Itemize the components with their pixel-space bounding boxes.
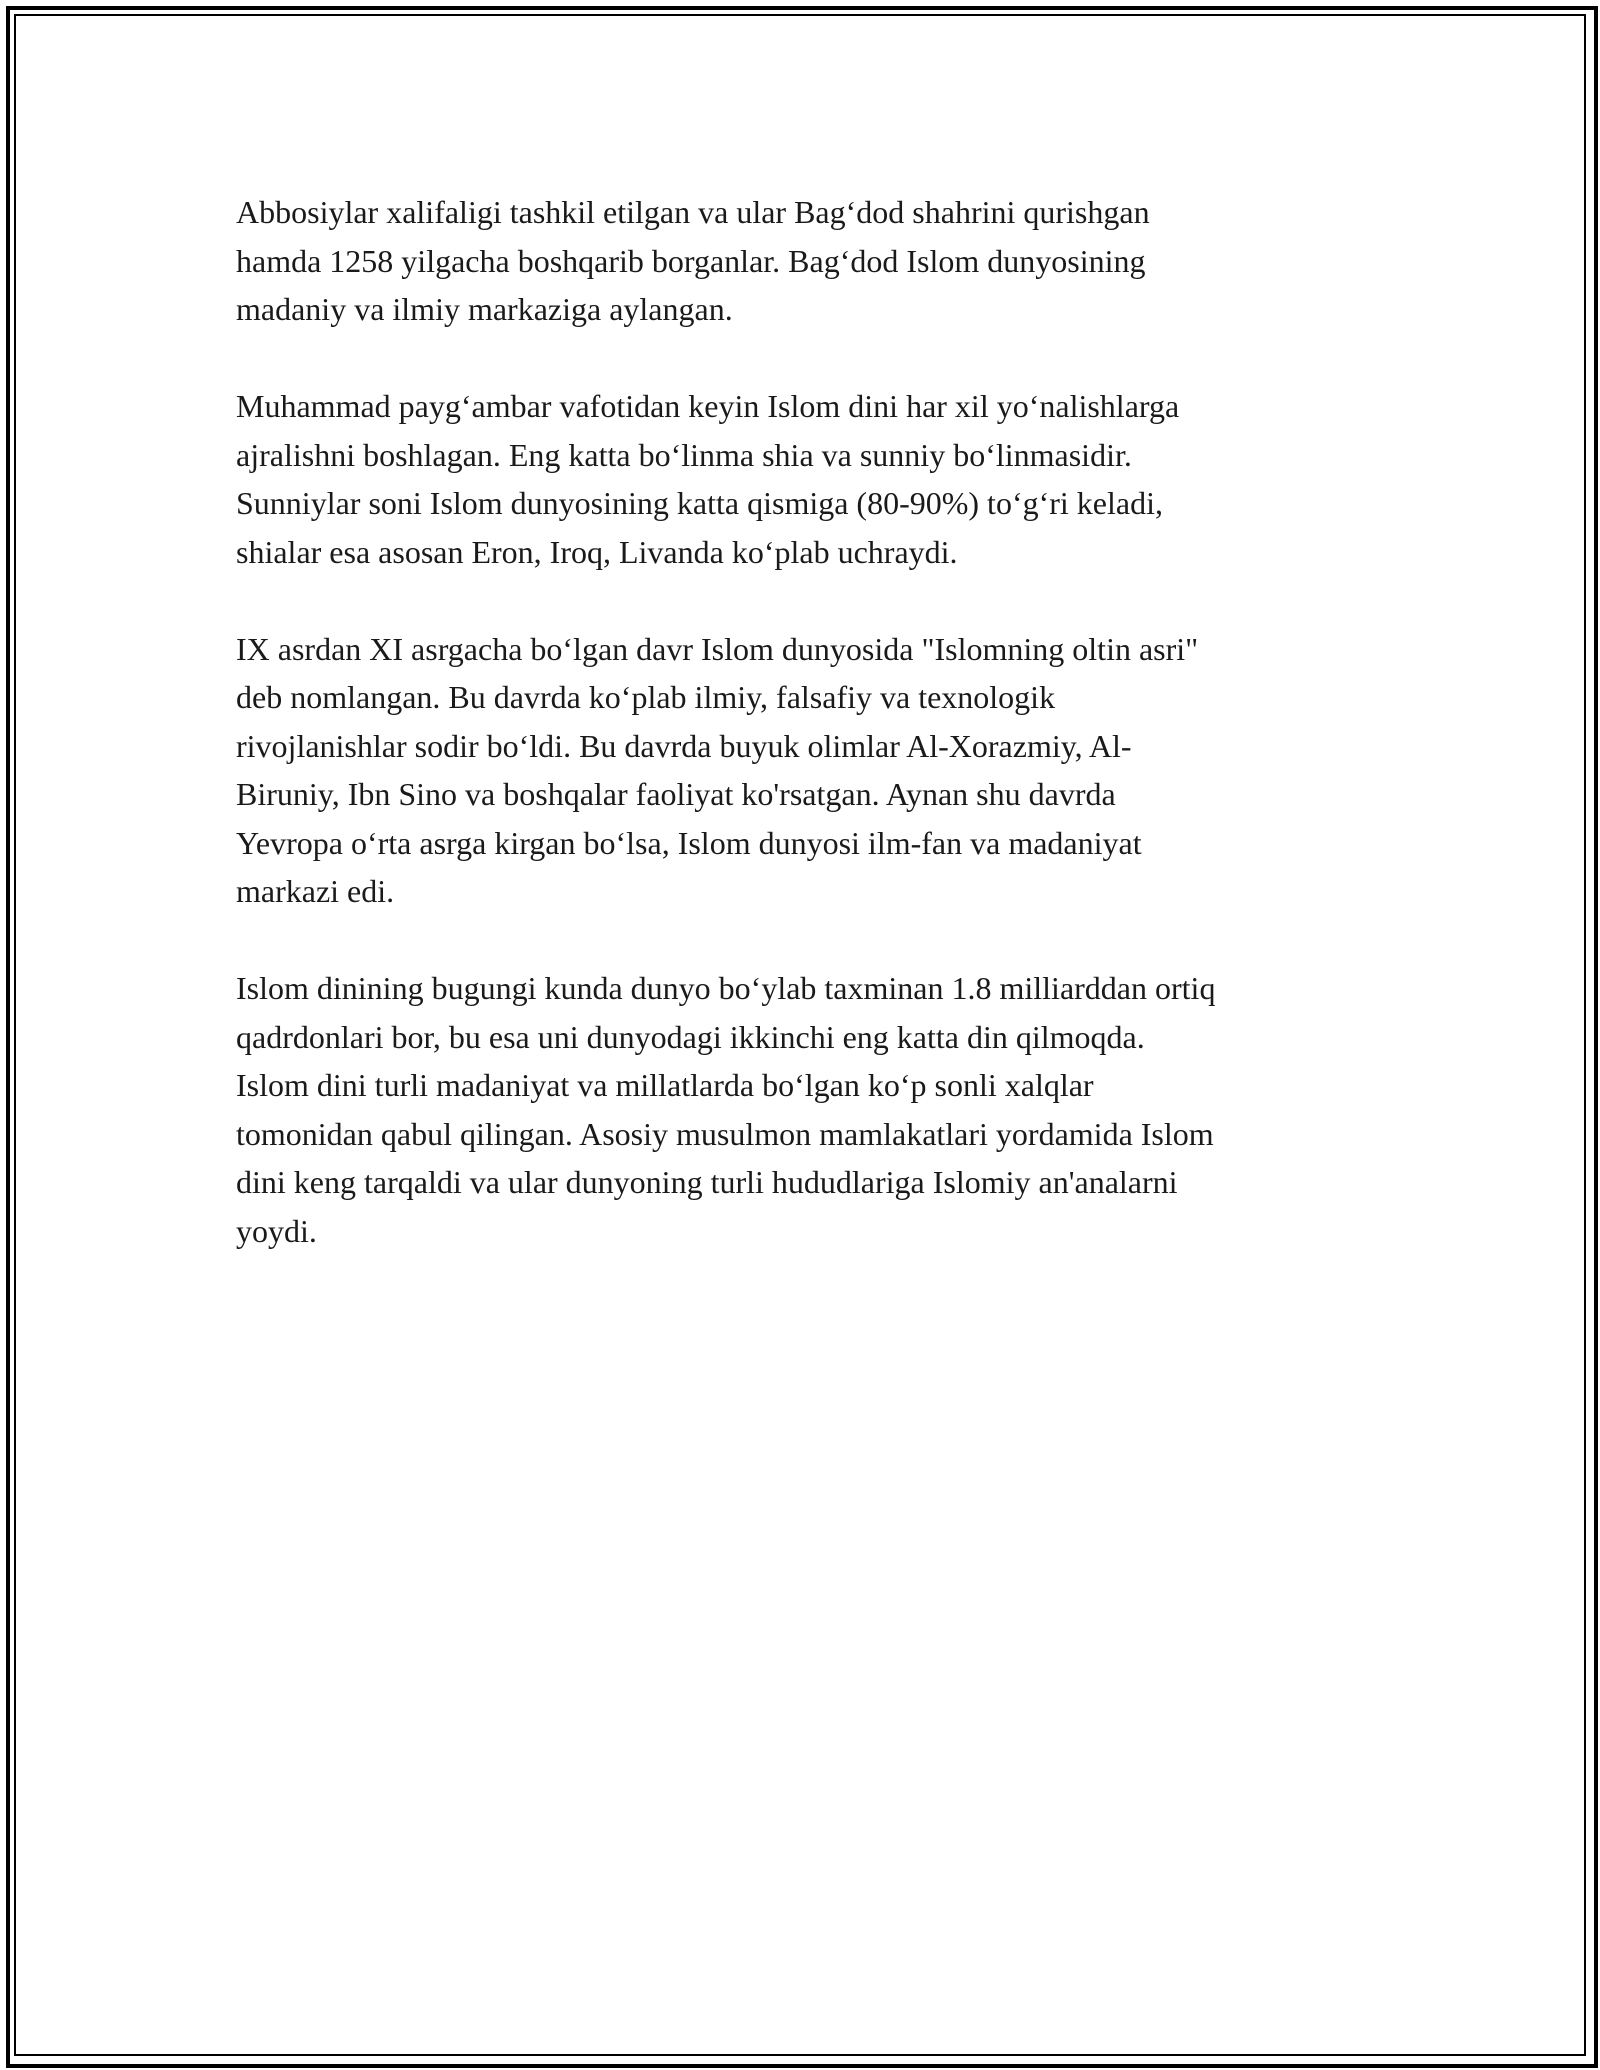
text-line: Abbosiylar xalifaligi tashkil etilgan va ular Bag‘dod shahrini qurishgan xyxy=(236,194,1150,230)
text-line: yoydi. xyxy=(236,1212,317,1249)
text-line: ajralishni boshlagan. Eng katta bo‘linma shia va sunniy bo‘linmasidir. xyxy=(236,436,1132,473)
text-line: deb nomlangan. Bu davrda ko‘plab ilmiy, falsafiy va texnologik xyxy=(236,679,1056,715)
text-line: IX asrdan XI asrgacha bo‘lgan davr Islom dunyosida "Islomning oltin asri" xyxy=(236,630,1199,667)
text-line: madaniy va ilmiy markaziga aylangan. xyxy=(236,291,733,327)
text-line: Islom dinining bugungi kunda dunyo bo‘ylab taxminan 1.8 milliarddan ortiq xyxy=(236,970,1216,1006)
text-line: Sunniylar soni Islom dunyosining katta qismiga (80-90%) to‘g‘ri keladi, xyxy=(236,485,1163,521)
text-line: Biruniy, Ibn Sino va boshqalar faoliyat ko'rsatgan. Aynan shu davrda xyxy=(236,776,1116,812)
text-line: rivojlanishlar sodir bo‘ldi. Bu davrda buyuk olimlar Al-Xorazmiy, Al- xyxy=(236,727,1132,764)
text-line: dini keng tarqaldi va ular dunyoning turli hududlariga Islomiy an'analarni xyxy=(236,1164,1178,1200)
paragraph-golden-age xyxy=(236,625,1376,916)
text-line: Yevropa o‘rta asrga kirgan bo‘lsa, Islom dunyosi ilm-fan va madaniyat xyxy=(236,824,1142,861)
text-line: markazi edi. xyxy=(236,873,395,909)
paragraph-islam-today xyxy=(236,964,1376,1255)
text-line: shialar esa asosan Eron, Iroq, Livanda ko‘plab uchraydi. xyxy=(236,533,958,570)
text-line: Muhammad payg‘ambar vafotidan keyin Islom dini har xil yo‘nalishlarga xyxy=(236,388,1180,424)
paragraph-sunni-shia-split xyxy=(236,382,1376,576)
text-line: hamda 1258 yilgacha boshqarib borganlar. Bag‘dod Islom dunyosining xyxy=(236,242,1146,279)
text-line: qadrdonlari bor, bu esa uni dunyodagi ikkinchi eng katta din qilmoqda. xyxy=(236,1018,1145,1055)
text-line: Islom dini turli madaniyat va millatlarda bo‘lgan ko‘p sonli xalqlar xyxy=(236,1067,1094,1103)
paragraph-abbasid-caliphate xyxy=(236,188,1376,334)
document-body xyxy=(236,188,1376,1304)
text-line: tomonidan qabul qilingan. Asosiy musulmon mamlakatlari yordamida Islom xyxy=(236,1115,1214,1152)
